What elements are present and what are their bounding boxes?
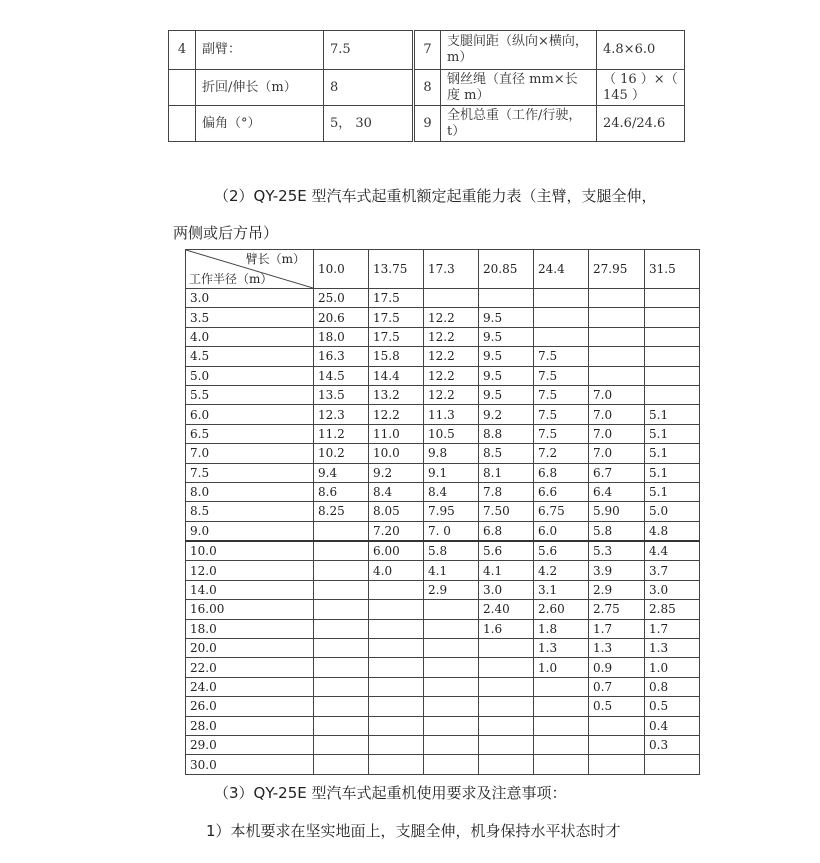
table-row	[186, 424, 700, 443]
capacity-cell	[314, 658, 369, 677]
capacity-cell: 11.3	[424, 405, 479, 424]
capacity-cell: 13.5	[314, 385, 369, 404]
capacity-cell: 7.20	[369, 521, 424, 541]
radius-cell: 22.0	[186, 658, 314, 677]
capacity-cell: 7.5	[534, 424, 589, 443]
capacity-cell: 9.4	[314, 463, 369, 482]
table-row	[186, 502, 700, 521]
spec-cell: （ 16 ）×（ 145 ）	[597, 70, 685, 106]
table-row	[186, 289, 700, 308]
spec-cell: 8	[324, 70, 414, 106]
capacity-cell	[589, 366, 645, 385]
capacity-cell	[534, 327, 589, 346]
capacity-cell: 9.5	[479, 327, 534, 346]
radius-cell: 12.0	[186, 561, 314, 580]
capacity-cell: 1.3	[589, 639, 645, 658]
table-row	[186, 482, 700, 501]
radius-cell: 20.0	[186, 639, 314, 658]
capacity-cell	[589, 755, 645, 774]
capacity-cell: 0.7	[589, 677, 645, 696]
capacity-cell	[534, 308, 589, 327]
table-row	[186, 385, 700, 404]
capacity-cell: 12.2	[369, 405, 424, 424]
radius-cell: 7.0	[186, 444, 314, 463]
radius-cell: 3.0	[186, 289, 314, 308]
capacity-cell: 6.00	[369, 541, 424, 561]
capacity-cell: 11.2	[314, 424, 369, 443]
table-row	[186, 366, 700, 385]
radius-cell: 8.0	[186, 482, 314, 501]
capacity-cell: 8.1	[479, 463, 534, 482]
boom-length-header: 27.95	[589, 250, 645, 289]
table-row	[186, 716, 700, 735]
capacity-cell	[424, 697, 479, 716]
capacity-cell	[424, 639, 479, 658]
capacity-cell: 13.2	[369, 385, 424, 404]
capacity-cell	[369, 658, 424, 677]
capacity-cell: 3.7	[645, 561, 700, 580]
capacity-cell: 7.8	[479, 482, 534, 501]
capacity-cell: 20.6	[314, 308, 369, 327]
capacity-cell	[534, 697, 589, 716]
capacity-cell: 10.2	[314, 444, 369, 463]
capacity-cell	[534, 755, 589, 774]
table-row	[186, 600, 700, 619]
capacity-cell: 5.3	[589, 541, 645, 561]
capacity-cell	[314, 755, 369, 774]
capacity-cell	[424, 658, 479, 677]
capacity-cell	[424, 716, 479, 735]
capacity-cell: 17.5	[369, 308, 424, 327]
spec-cell: 9	[414, 106, 441, 142]
capacity-cell	[314, 639, 369, 658]
capacity-cell: 0.3	[645, 735, 700, 754]
capacity-cell	[479, 735, 534, 754]
capacity-cell	[369, 619, 424, 638]
capacity-cell: 7.5	[534, 385, 589, 404]
capacity-cell: 12.2	[424, 366, 479, 385]
capacity-cell: 11.0	[369, 424, 424, 443]
capacity-cell: 4.1	[424, 561, 479, 580]
capacity-cell	[645, 327, 700, 346]
capacity-cell	[314, 735, 369, 754]
capacity-cell: 2.60	[534, 600, 589, 619]
capacity-cell: 4.4	[645, 541, 700, 561]
capacity-cell: 8.4	[424, 482, 479, 501]
capacity-cell: 8.05	[369, 502, 424, 521]
spec-row	[169, 106, 685, 142]
capacity-cell: 2.75	[589, 600, 645, 619]
capacity-cell	[479, 697, 534, 716]
capacity-cell	[369, 716, 424, 735]
radius-cell: 28.0	[186, 716, 314, 735]
spec-cell	[169, 106, 196, 142]
capacity-cell: 7.5	[534, 347, 589, 366]
capacity-cell	[589, 347, 645, 366]
radius-cell: 16.00	[186, 600, 314, 619]
capacity-cell	[645, 366, 700, 385]
capacity-cell: 9.2	[369, 463, 424, 482]
capacity-cell: 7.2	[534, 444, 589, 463]
capacity-cell: 12.2	[424, 327, 479, 346]
capacity-cell	[314, 697, 369, 716]
capacity-cell	[424, 619, 479, 638]
capacity-cell	[314, 541, 369, 561]
capacity-cell	[369, 600, 424, 619]
capacity-cell	[369, 697, 424, 716]
radius-cell: 6.5	[186, 424, 314, 443]
capacity-cell	[534, 716, 589, 735]
radius-cell: 14.0	[186, 580, 314, 599]
capacity-cell: 8.8	[479, 424, 534, 443]
capacity-cell: 7.0	[589, 405, 645, 424]
capacity-cell	[589, 289, 645, 308]
table-row	[186, 405, 700, 424]
capacity-cell	[534, 677, 589, 696]
radius-cell: 4.5	[186, 347, 314, 366]
capacity-cell: 6.0	[534, 521, 589, 541]
capacity-cell	[369, 677, 424, 696]
capacity-cell: 5.1	[645, 405, 700, 424]
radius-cell: 5.5	[186, 385, 314, 404]
capacity-cell: 0.9	[589, 658, 645, 677]
capacity-cell	[424, 289, 479, 308]
capacity-cell: 12.2	[424, 308, 479, 327]
spec-cell: 4.8×6.0	[597, 31, 685, 70]
spec-cell: 24.6/24.6	[597, 106, 685, 142]
table-row	[186, 639, 700, 658]
capacity-cell: 5.8	[589, 521, 645, 541]
capacity-cell	[479, 755, 534, 774]
capacity-cell: 1.3	[534, 639, 589, 658]
capacity-cell	[424, 677, 479, 696]
radius-cell: 29.0	[186, 735, 314, 754]
capacity-cell: 7.0	[589, 444, 645, 463]
capacity-cell: 15.8	[369, 347, 424, 366]
capacity-cell: 7. 0	[424, 521, 479, 541]
capacity-cell	[645, 308, 700, 327]
radius-cell: 26.0	[186, 697, 314, 716]
capacity-cell	[369, 639, 424, 658]
spec-row	[169, 31, 685, 70]
capacity-cell: 9.5	[479, 366, 534, 385]
capacity-cell: 25.0	[314, 289, 369, 308]
load-capacity-table	[185, 249, 700, 775]
capacity-cell: 14.5	[314, 366, 369, 385]
table-row	[186, 444, 700, 463]
capacity-cell: 5.0	[645, 502, 700, 521]
radius-cell: 18.0	[186, 619, 314, 638]
table-row	[186, 541, 700, 561]
capacity-cell: 5.1	[645, 424, 700, 443]
capacity-cell	[369, 735, 424, 754]
radius-cell: 10.0	[186, 541, 314, 561]
capacity-cell: 7.0	[589, 424, 645, 443]
capacity-cell: 6.8	[534, 463, 589, 482]
boom-length-header: 31.5	[645, 250, 700, 289]
radius-cell: 8.5	[186, 502, 314, 521]
capacity-cell: 9.1	[424, 463, 479, 482]
capacity-cell: 6.75	[534, 502, 589, 521]
capacity-cell	[314, 580, 369, 599]
capacity-cell: 4.1	[479, 561, 534, 580]
capacity-cell: 12.2	[424, 347, 479, 366]
capacity-cell: 6.6	[534, 482, 589, 501]
capacity-cell: 5.6	[534, 541, 589, 561]
table-row	[186, 327, 700, 346]
capacity-cell: 2.40	[479, 600, 534, 619]
spec-cell: 5， 30	[324, 106, 414, 142]
table-row	[186, 561, 700, 580]
spec-cell: 4	[169, 31, 196, 70]
capacity-cell: 5.1	[645, 482, 700, 501]
capacity-cell: 12.3	[314, 405, 369, 424]
corner-header-cell	[186, 250, 314, 289]
capacity-cell	[369, 580, 424, 599]
capacity-cell	[589, 308, 645, 327]
capacity-cell: 1.8	[534, 619, 589, 638]
capacity-cell: 8.5	[479, 444, 534, 463]
capacity-cell	[314, 561, 369, 580]
capacity-cell: 8.25	[314, 502, 369, 521]
radius-cell: 7.5	[186, 463, 314, 482]
table-row	[186, 697, 700, 716]
capacity-cell: 0.5	[589, 697, 645, 716]
spec-cell	[169, 70, 196, 106]
capacity-cell: 0.4	[645, 716, 700, 735]
radius-cell: 3.5	[186, 308, 314, 327]
table-row	[186, 677, 700, 696]
capacity-cell: 10.0	[369, 444, 424, 463]
capacity-cell: 7.0	[589, 385, 645, 404]
capacity-cell: 9.8	[424, 444, 479, 463]
capacity-cell: 12.2	[424, 385, 479, 404]
capacity-cell: 3.0	[479, 580, 534, 599]
capacity-cell	[645, 347, 700, 366]
capacity-cell	[645, 385, 700, 404]
capacity-cell: 2.9	[424, 580, 479, 599]
capacity-cell	[534, 289, 589, 308]
capacity-cell	[479, 658, 534, 677]
boom-length-header: 13.75	[369, 250, 424, 289]
capacity-cell: 17.5	[369, 289, 424, 308]
radius-cell: 24.0	[186, 677, 314, 696]
capacity-cell: 1.7	[645, 619, 700, 638]
capacity-cell	[589, 327, 645, 346]
capacity-cell	[314, 677, 369, 696]
capacity-cell: 5.6	[479, 541, 534, 561]
capacity-cell: 0.8	[645, 677, 700, 696]
section-2-heading: （2）QY-25E 型汽车式起重机额定起重能力表（主臂，支腿全伸，	[214, 187, 657, 205]
capacity-cell: 1.7	[589, 619, 645, 638]
table-row	[186, 521, 700, 541]
capacity-cell: 9.5	[479, 308, 534, 327]
capacity-cell	[314, 600, 369, 619]
capacity-cell: 5.1	[645, 444, 700, 463]
capacity-cell	[424, 755, 479, 774]
capacity-cell: 5.1	[645, 463, 700, 482]
capacity-cell	[645, 289, 700, 308]
spec-row	[169, 70, 685, 106]
capacity-cell	[424, 735, 479, 754]
capacity-cell: 18.0	[314, 327, 369, 346]
spec-cell: 7.5	[324, 31, 414, 70]
capacity-cell: 1.0	[645, 658, 700, 677]
table-row	[186, 580, 700, 599]
table-row	[186, 619, 700, 638]
boom-length-header: 17.3	[424, 250, 479, 289]
section-3-heading: （3）QY-25E 型汽车式起重机使用要求及注意事项：	[214, 784, 567, 802]
boom-length-header: 10.0	[314, 250, 369, 289]
spec-table	[168, 30, 685, 142]
capacity-cell: 5.8	[424, 541, 479, 561]
capacity-cell	[369, 755, 424, 774]
boom-length-header: 24.4	[534, 250, 589, 289]
working-radius-label: 工作半径（m）	[189, 272, 273, 286]
capacity-cell: 5.90	[589, 502, 645, 521]
capacity-cell: 4.2	[534, 561, 589, 580]
radius-cell: 5.0	[186, 366, 314, 385]
capacity-cell: 2.85	[645, 600, 700, 619]
capacity-cell	[314, 716, 369, 735]
radius-cell: 4.0	[186, 327, 314, 346]
table-row	[186, 463, 700, 482]
capacity-cell: 8.6	[314, 482, 369, 501]
spec-cell: 支腿间距（纵向×横向，m）	[441, 31, 597, 70]
capacity-cell	[314, 521, 369, 541]
capacity-cell: 8.4	[369, 482, 424, 501]
capacity-cell: 7.5	[534, 366, 589, 385]
capacity-cell: 7.5	[534, 405, 589, 424]
capacity-cell	[645, 755, 700, 774]
table-row	[186, 735, 700, 754]
capacity-cell: 9.5	[479, 385, 534, 404]
capacity-cell: 9.2	[479, 405, 534, 424]
capacity-cell: 4.0	[369, 561, 424, 580]
capacity-cell: 6.7	[589, 463, 645, 482]
spec-cell: 副臂：	[196, 31, 324, 70]
capacity-cell: 14.4	[369, 366, 424, 385]
capacity-cell: 1.3	[645, 639, 700, 658]
table-row	[186, 658, 700, 677]
capacity-cell: 4.8	[645, 521, 700, 541]
capacity-cell: 6.4	[589, 482, 645, 501]
radius-cell: 6.0	[186, 405, 314, 424]
capacity-cell: 1.0	[534, 658, 589, 677]
capacity-cell	[314, 619, 369, 638]
spec-cell: 偏角（°）	[196, 106, 324, 142]
capacity-cell	[479, 639, 534, 658]
section-2-heading-cont: 两侧或后方吊）	[173, 224, 279, 242]
capacity-cell: 10.5	[424, 424, 479, 443]
capacity-cell: 7.50	[479, 502, 534, 521]
capacity-cell: 2.9	[589, 580, 645, 599]
spec-cell: 钢丝绳（直径 mm×长度 m）	[441, 70, 597, 106]
capacity-cell: 1.6	[479, 619, 534, 638]
capacity-cell: 3.1	[534, 580, 589, 599]
capacity-cell	[534, 735, 589, 754]
capacity-cell: 6.8	[479, 521, 534, 541]
spec-cell: 8	[414, 70, 441, 106]
spec-cell: 全机总重（工作/行驶，t）	[441, 106, 597, 142]
capacity-cell: 17.5	[369, 327, 424, 346]
boom-length-label: 臂长（m）	[245, 252, 305, 266]
capacity-cell	[589, 735, 645, 754]
radius-cell: 9.0	[186, 521, 314, 541]
capacity-cell	[424, 600, 479, 619]
capacity-cell: 0.5	[645, 697, 700, 716]
table-row	[186, 347, 700, 366]
table-row	[186, 308, 700, 327]
capacity-cell: 3.0	[645, 580, 700, 599]
section-3-item-1: 1）本机要求在坚实地面上，支腿全伸，机身保持水平状态时才	[206, 822, 621, 840]
capacity-cell	[479, 677, 534, 696]
capacity-cell: 7.95	[424, 502, 479, 521]
load-table-header-row	[186, 250, 700, 289]
capacity-cell	[479, 289, 534, 308]
table-row	[186, 755, 700, 774]
capacity-cell: 9.5	[479, 347, 534, 366]
spec-cell: 折回/伸长（m）	[196, 70, 324, 106]
boom-length-header: 20.85	[479, 250, 534, 289]
capacity-cell	[479, 716, 534, 735]
capacity-cell	[589, 716, 645, 735]
spec-cell: 7	[414, 31, 441, 70]
capacity-cell: 3.9	[589, 561, 645, 580]
radius-cell: 30.0	[186, 755, 314, 774]
capacity-cell: 16.3	[314, 347, 369, 366]
